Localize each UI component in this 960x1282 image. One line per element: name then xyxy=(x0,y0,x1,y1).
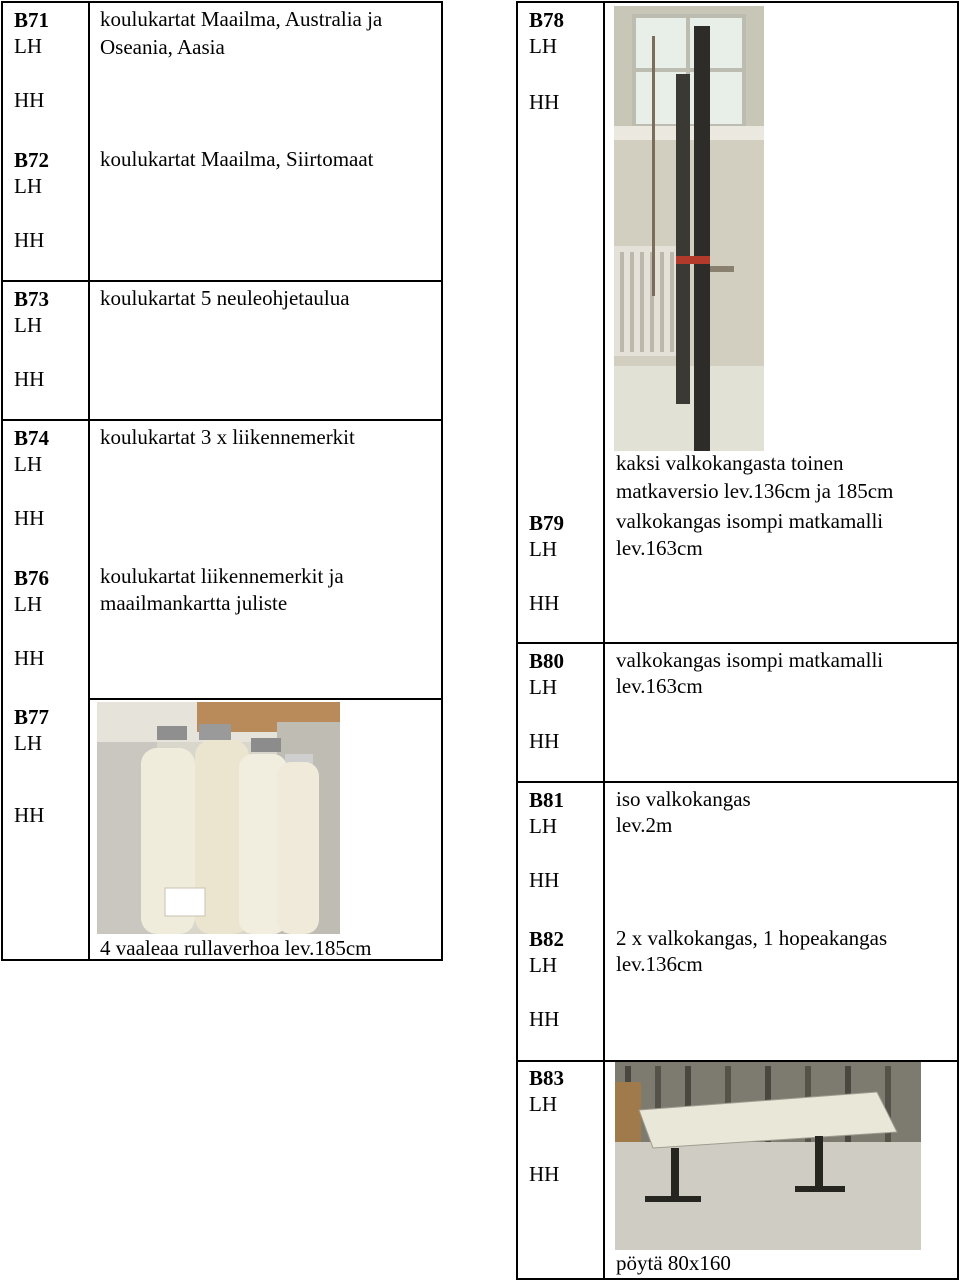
lh-label: LH xyxy=(529,814,557,838)
item-description: valkokangas isompi matkamalli xyxy=(616,648,884,672)
right-table-bottom-border xyxy=(516,1278,959,1280)
right-table-left-border xyxy=(516,1,518,1280)
hh-label: HH xyxy=(529,1007,560,1031)
hh-label: HH xyxy=(14,506,45,530)
item-code-cell xyxy=(529,787,599,893)
lh-label: LH xyxy=(529,675,557,699)
right-table-right-border xyxy=(957,1,959,1280)
item-code: B81 xyxy=(529,788,565,812)
item-description: kaksi valkokangasta toinen xyxy=(616,451,844,475)
hh-label: HH xyxy=(14,367,45,391)
item-description: lev.136cm xyxy=(616,952,703,976)
item-code: B77 xyxy=(14,705,50,729)
item-description: koulukartat 5 neuleohjetaulua xyxy=(100,286,350,310)
item-description: valkokangas isompi matkamalli xyxy=(616,509,884,533)
item-code-cell xyxy=(529,926,599,1032)
hh-label: HH xyxy=(529,729,560,753)
hh-label: HH xyxy=(14,228,45,252)
hh-label: HH xyxy=(14,646,45,670)
item-description: koulukartat Maailma, Australia ja xyxy=(100,7,383,31)
item-code-cell xyxy=(14,565,84,671)
item-code-cell xyxy=(14,7,84,113)
item-code: B83 xyxy=(529,1066,565,1090)
left-table-row-divider xyxy=(1,280,443,282)
left-table-row-divider xyxy=(1,419,443,421)
item-code-cell xyxy=(14,425,84,531)
item-description: 2 x valkokangas, 1 hopeakangas xyxy=(616,926,888,950)
item-code: B73 xyxy=(14,287,50,311)
item-description: Oseania, Aasia xyxy=(100,35,225,59)
item-description: lev.163cm xyxy=(616,674,703,698)
item-code: B80 xyxy=(529,649,565,673)
hh-label: HH xyxy=(14,88,45,112)
table-photo xyxy=(615,1062,921,1250)
item-description: lev.163cm xyxy=(616,536,703,560)
hh-label: HH xyxy=(529,591,560,615)
item-description: lev.2m xyxy=(616,813,673,837)
hh-label: HH xyxy=(529,1162,560,1186)
item-description: pöytä 80x160 xyxy=(616,1251,731,1275)
lh-label: LH xyxy=(529,537,557,561)
item-code-cell xyxy=(529,648,599,754)
item-code: B82 xyxy=(529,927,565,951)
left-table-right-border xyxy=(441,1,443,961)
item-code: B79 xyxy=(529,511,565,535)
right-table-row-divider xyxy=(516,781,959,783)
left-table-left-border xyxy=(1,1,3,961)
item-description: maailmankartta juliste xyxy=(100,591,288,615)
item-code: B76 xyxy=(14,566,50,590)
item-description: 4 vaaleaa rullaverhoa lev.185cm xyxy=(100,936,372,960)
hh-label: HH xyxy=(14,803,45,827)
item-description: iso valkokangas xyxy=(616,787,751,811)
item-code-cell xyxy=(529,7,599,115)
left-table-row-divider xyxy=(88,698,443,700)
lh-label: LH xyxy=(14,592,42,616)
left-table-col-divider xyxy=(88,1,90,961)
item-description: koulukartat Maailma, Siirtomaat xyxy=(100,147,374,171)
item-description: koulukartat 3 x liikennemerkit xyxy=(100,425,355,449)
item-code-cell xyxy=(529,1065,599,1187)
lh-label: LH xyxy=(14,452,42,476)
lh-label: LH xyxy=(14,313,42,337)
item-code: B71 xyxy=(14,8,50,32)
lh-label: LH xyxy=(529,953,557,977)
item-code-cell xyxy=(14,286,84,392)
item-code: B78 xyxy=(529,8,565,32)
projection-screens-photo xyxy=(614,6,764,451)
lh-label: LH xyxy=(14,34,42,58)
hh-label: HH xyxy=(529,868,560,892)
lh-label: LH xyxy=(529,34,557,58)
item-code: B74 xyxy=(14,426,50,450)
item-code-cell xyxy=(529,510,599,616)
item-code-cell xyxy=(14,147,84,253)
item-code-cell xyxy=(14,704,84,828)
item-code: B72 xyxy=(14,148,50,172)
roller-blinds-photo xyxy=(97,702,340,934)
lh-label: LH xyxy=(529,1092,557,1116)
right-table-top-border xyxy=(516,1,959,3)
right-table-row-divider xyxy=(516,642,959,644)
left-table-top-border xyxy=(1,1,443,3)
lh-label: LH xyxy=(14,174,42,198)
lh-label: LH xyxy=(14,731,42,755)
right-table-col-divider xyxy=(603,1,605,1280)
hh-label: HH xyxy=(529,90,560,114)
item-description: matkaversio lev.136cm ja 185cm xyxy=(616,479,894,503)
item-description: koulukartat liikennemerkit ja xyxy=(100,564,344,588)
